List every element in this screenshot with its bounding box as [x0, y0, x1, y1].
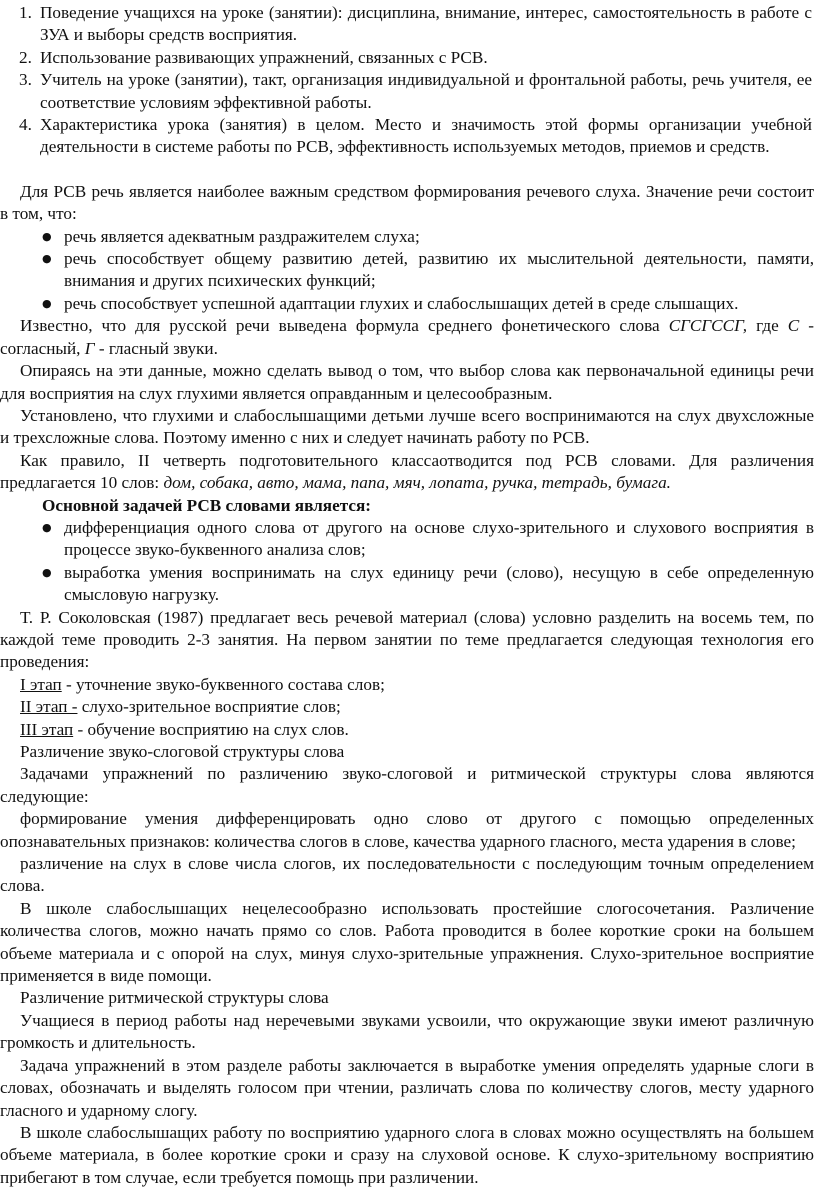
- section-heading-syllable: Различение звуко-слоговой структуры слова: [20, 742, 345, 761]
- bullet-icon: ●: [42, 520, 52, 534]
- bullet-icon: ●: [42, 565, 52, 579]
- stage-item: II этап - слухо-зрительное восприятие слов;: [20, 697, 341, 717]
- bullet-item: ● дифференциация одного слова от другого на основе слухо-зрительного и слухового восприятия в процессе звуко-буквенного анализа слов;: [42, 517, 814, 560]
- bullet-list-tasks: [0, 517, 816, 607]
- item-text: Характеристика урока (занятия) в целом. Место и значимость этой формы организации учебной деятельности в системе работы по РСВ, эффективность используемых методов, приемов и средств.: [40, 115, 812, 157]
- basis-paragraph: Опираясь на эти данные, можно сделать вывод о том, что выбор слова как первоначальной единицы речи для восприятия на слух глухими является оправданным и целесообразным.: [0, 361, 814, 403]
- numbered-item: [0, 47, 812, 69]
- bullet-item: ● речь способствует успешной адаптации глухих и слабослышащих детей в среде слышащих.: [0, 293, 816, 315]
- distinction-paragraph: различение на слух в слове числа слогов, их последовательности с последующим точным определением слова.: [0, 854, 814, 896]
- stage-item: III этап - обучение восприятию на слух слов.: [20, 719, 349, 739]
- numbered-item: [0, 2, 812, 47]
- stage-label: III этап: [20, 719, 74, 739]
- bullet-icon: ●: [42, 229, 52, 243]
- word-list: дом, собака, авто, мама, папа, мяч, лопата, ручка, тетрадь, бумага.: [163, 473, 671, 493]
- item-number: 1.: [19, 3, 32, 22]
- sokolovskaya-paragraph: Т. Р. Соколовская (1987) предлагает весь речевой материал (слова) условно разделить на восемь тем, по каждой теме проводить 2-3 занятия. На первом занятии по теме предлагается следующая технология его проведения:: [0, 607, 814, 672]
- stage-list: [0, 674, 816, 741]
- school-paragraph-1: В школе слабослышащих нецелесообразно использовать простейшие слогосочетания. Различение количества слогов, можно начать прямо со слов. Работа проводится в более короткие сроки на большем объеме материала и с опорой на слух, минуя слухо-зрительные упражнения. Слухо-зрительное восприятие применяется в виде помощи.: [0, 898, 814, 986]
- item-number: 4.: [19, 115, 32, 135]
- bullet-item: ● речь является адекватным раздражителем слуха;: [0, 226, 816, 248]
- stage-item: I этап - уточнение звуко-буквенного состава слов;: [20, 674, 385, 694]
- tasks-paragraph: Задачами упражнений по различению звуко-слоговой и ритмической структуры слова являются следующие:: [0, 764, 814, 806]
- spacer: [0, 159, 816, 181]
- bullet-icon: ●: [42, 296, 52, 310]
- formation-paragraph: формирование умения дифференцировать одно слово от другого с помощью определенных опознавательных признаков: количества слогов в слове, качества ударного гласного, места ударения в слове;: [0, 809, 814, 851]
- school-paragraph-2: В школе слабослышащих работу по восприятию ударного слога в словах можно осуществлять на большем объеме материала, в более короткие сроки и сразу на слуховой основе. К слухо-зрительному восприятию прибегают в том случае, если требуется помощь при различении.: [0, 1122, 814, 1187]
- established-paragraph: Установлено, что глухими и слабослышащими детьми лучше всего воспринимаются на слух двухсложные и трехсложные слова. Поэтому именно с них и следует начинать работу по РСВ.: [0, 405, 814, 448]
- item-number: 3.: [19, 70, 32, 90]
- numbered-list: [0, 2, 816, 159]
- stage-label: I этап: [20, 674, 62, 694]
- item-number: 2.: [19, 47, 32, 67]
- bullet-icon: ●: [42, 252, 52, 266]
- words-paragraph: Как правило, II четверть подготовительного классаотводится под РСВ словами. Для различения предлагается 10 слов: дом, собака, авто, мама, папа, мяч, лопата, ручка, тетрадь, бумага.: [0, 450, 814, 493]
- main-task-heading: Основной задачей РСВ словами является:: [42, 495, 371, 515]
- task-exercises-paragraph: Задача упражнений в этом разделе работы заключается в выработке умения определять ударные слоги в словах, обозначать и выделять голосом при чтении, различать слова по количеству слогов, месту ударного гласного и ударному слогу.: [0, 1055, 814, 1120]
- bullet-list-speech: [0, 226, 816, 316]
- bullet-item: ● выработка умения воспринимать на слух единицу речи (слово), несущую в себе определенную смысловую нагрузку.: [42, 562, 814, 605]
- bullet-item: ● речь способствует общему развитию детей, развитию их мыслительной деятельности, памяти, внимания и других психических функций;: [42, 249, 814, 291]
- stage-label: II этап -: [20, 697, 78, 717]
- item-text: Учитель на уроке (занятии), такт, организация индивидуальной и фронтальной работы, речь учителя, ее соответствие условиям эффективной работы.: [40, 70, 812, 112]
- numbered-item: [0, 114, 812, 159]
- numbered-item: [0, 69, 812, 114]
- intro-paragraph: Для РСВ речь является наиболее важным средством формирования речевого слуха. Значение речи состоит в том, что:: [0, 181, 814, 224]
- formula-paragraph: Известно, что для русской речи выведена формула среднего фонетического слова СГСГССГ, где С - согласный, Г - гласный звуки.: [0, 316, 814, 358]
- section-heading-rhythm: Различение ритмической структуры слова: [20, 988, 329, 1008]
- item-text: Использование развивающих упражнений, связанных с РСВ.: [40, 47, 488, 67]
- item-text: Поведение учащихся на уроке (занятии): дисциплина, внимание, интерес, самостоятельность в работе с ЗУА и выборы средств восприятия.: [40, 3, 812, 45]
- formula: СГСГССГ,: [668, 316, 748, 336]
- students-paragraph: Учащиеся в период работы над неречевыми звуками усвоили, что окружающие звуки имеют различную громкость и длительность.: [0, 1010, 814, 1053]
